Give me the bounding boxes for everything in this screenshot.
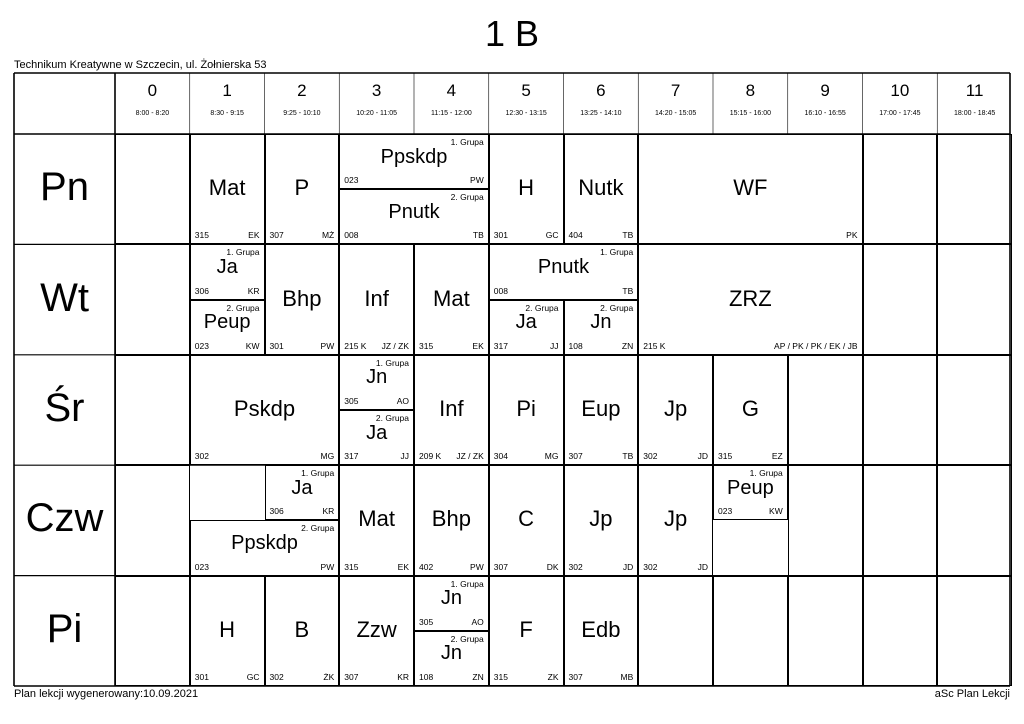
lesson-cell[interactable] xyxy=(414,465,489,575)
lesson-cell[interactable] xyxy=(265,134,340,244)
period-time: 17:00 - 17:45 xyxy=(879,110,921,117)
lesson-group: 2. Grupa xyxy=(226,302,260,313)
lesson-subject: Peup xyxy=(727,476,774,499)
lesson-subject: Zzw xyxy=(356,616,397,642)
lesson-cell[interactable] xyxy=(638,465,713,575)
day-label xyxy=(14,576,115,686)
lesson-subject: WF xyxy=(733,175,768,201)
period-number: 0 xyxy=(147,81,158,100)
lesson-subject: Bhp xyxy=(282,285,322,311)
lesson-subject: Pskdp xyxy=(233,395,296,421)
lesson-room: 315 xyxy=(344,561,359,572)
lesson-teacher: JD xyxy=(697,561,708,572)
lesson-group: 2. Grupa xyxy=(375,413,409,423)
lesson-cell[interactable] xyxy=(190,520,340,575)
lesson-subject: Jp xyxy=(664,506,688,532)
lesson-room: 301 xyxy=(493,230,508,241)
lesson-room: 305 xyxy=(344,395,359,406)
day-label xyxy=(14,355,115,465)
lesson-room: 306 xyxy=(269,506,284,517)
lesson-subject: Inf xyxy=(364,285,389,311)
lesson-room: 301 xyxy=(194,671,209,682)
lesson-room: 108 xyxy=(568,340,583,351)
period-time: 14:20 - 15:05 xyxy=(654,110,697,117)
lesson-cell[interactable] xyxy=(339,189,489,244)
lesson-subject: F xyxy=(519,616,533,642)
lesson-group: 1. Grupa xyxy=(450,137,484,147)
period-number: 3 xyxy=(371,81,382,100)
period-header[interactable] xyxy=(489,73,564,134)
period-number: 8 xyxy=(745,81,756,100)
lesson-teacher: KR xyxy=(322,506,335,517)
lesson-room: 302 xyxy=(194,451,209,462)
app-credit: aSc Plan Lekcji xyxy=(934,688,1010,700)
period-time: 18:00 - 18:45 xyxy=(953,110,996,117)
lesson-subject: Ja xyxy=(366,421,388,444)
lesson-cell[interactable] xyxy=(339,244,414,354)
lesson-cell[interactable] xyxy=(265,465,340,520)
period-header[interactable] xyxy=(265,73,340,134)
lesson-room: 404 xyxy=(568,230,583,241)
empty-slot xyxy=(863,465,938,575)
lesson-subject: Mat xyxy=(208,175,246,201)
lesson-room: 008 xyxy=(344,230,359,241)
lesson-cell[interactable] xyxy=(564,300,639,355)
lesson-subject: C xyxy=(518,506,535,532)
empty-slot xyxy=(788,465,863,575)
day-name: Wt xyxy=(40,275,89,320)
lesson-group: 2. Grupa xyxy=(525,302,559,313)
lesson-teacher: KR xyxy=(397,671,409,682)
day-name: Pn xyxy=(40,165,89,210)
lesson-subject: Ja xyxy=(216,255,238,278)
period-header[interactable] xyxy=(339,73,414,134)
lesson-teacher: JJ xyxy=(550,340,559,351)
lesson-subject: B xyxy=(294,616,310,642)
lesson-cell[interactable] xyxy=(638,134,862,244)
day-name: Czw xyxy=(25,496,104,541)
lesson-cell[interactable] xyxy=(638,355,713,465)
period-number: 2 xyxy=(297,81,307,100)
lesson-room: 315 xyxy=(419,340,434,351)
empty-slot xyxy=(788,576,863,686)
empty-slot xyxy=(863,134,938,244)
lesson-teacher: EK xyxy=(472,340,484,351)
lesson-room: 402 xyxy=(419,561,434,572)
lesson-room: 307 xyxy=(568,451,583,462)
lesson-room: 209 K xyxy=(419,451,442,462)
lesson-teacher: GC xyxy=(246,671,260,682)
period-time: 8:00 - 8:20 xyxy=(135,110,170,117)
lesson-cell[interactable] xyxy=(190,355,340,465)
period-number: 10 xyxy=(890,81,910,100)
lesson-teacher: TB xyxy=(622,285,634,296)
lesson-room: 302 xyxy=(643,561,658,572)
empty-slot xyxy=(713,576,788,686)
lesson-group: 2. Grupa xyxy=(450,633,484,644)
lesson-subject: H xyxy=(518,175,535,201)
lesson-teacher: PW xyxy=(470,561,484,572)
period-header[interactable] xyxy=(115,73,190,134)
day-name: Śr xyxy=(44,385,85,430)
lesson-cell[interactable] xyxy=(339,465,414,575)
lesson-subject: Pnutk xyxy=(537,255,590,278)
lesson-cell[interactable] xyxy=(190,244,265,299)
empty-slot xyxy=(638,576,713,686)
lesson-subject: Ja xyxy=(291,476,313,499)
period-number: 4 xyxy=(446,81,457,100)
day-label xyxy=(14,244,115,354)
lesson-teacher: AP / PK / PK / EK / JB xyxy=(774,340,858,351)
lesson-teacher: ZK xyxy=(547,671,559,682)
period-header[interactable] xyxy=(414,73,489,134)
period-time: 12:30 - 13:15 xyxy=(505,110,547,117)
lesson-group: 1. Grupa xyxy=(226,247,260,258)
lesson-teacher: JZ / ZK xyxy=(381,340,409,351)
lesson-teacher: MG xyxy=(320,451,335,462)
lesson-room: 307 xyxy=(344,671,359,682)
period-header[interactable] xyxy=(863,73,938,134)
period-header[interactable] xyxy=(937,73,1012,134)
lesson-subject: Ppskdp xyxy=(380,145,448,168)
lesson-room: 315 xyxy=(718,451,733,462)
lesson-room: 023 xyxy=(194,561,209,572)
period-number: 5 xyxy=(521,81,531,100)
lesson-teacher: PK xyxy=(846,230,858,241)
lesson-room: 317 xyxy=(344,451,359,462)
lesson-subject: Peup xyxy=(203,311,251,334)
lesson-cell[interactable] xyxy=(489,134,564,244)
lesson-cell[interactable] xyxy=(414,631,489,686)
lesson-teacher: ZN xyxy=(472,671,484,682)
page-title: 1 B xyxy=(484,13,540,54)
lesson-teacher: MG xyxy=(544,451,559,462)
lesson-room: 008 xyxy=(493,285,508,296)
empty-slot xyxy=(115,576,190,686)
period-time: 15:15 - 16:00 xyxy=(729,110,771,117)
period-number: 1 xyxy=(222,81,232,100)
lesson-teacher: EK xyxy=(248,230,260,241)
period-header[interactable] xyxy=(564,73,639,134)
lesson-subject: Mat xyxy=(358,506,395,532)
lesson-cell[interactable] xyxy=(265,244,340,354)
lesson-subject: Pi xyxy=(516,395,536,421)
period-number: 9 xyxy=(820,81,830,100)
lesson-room: 315 xyxy=(194,230,209,241)
lesson-cell[interactable] xyxy=(564,355,639,465)
lesson-room: 304 xyxy=(493,451,508,462)
lesson-room: 215 K xyxy=(344,340,367,351)
lesson-subject: Mat xyxy=(433,285,470,311)
lesson-teacher: PW xyxy=(320,340,335,351)
lesson-subject: Jn xyxy=(590,311,612,334)
empty-slot xyxy=(863,355,938,465)
empty-slot xyxy=(937,355,1012,465)
lesson-subject: Nutk xyxy=(578,175,624,201)
lesson-subject: Jn xyxy=(440,587,462,610)
lesson-teacher: GC xyxy=(545,230,559,241)
empty-slot xyxy=(115,244,190,354)
lesson-teacher: ZN xyxy=(621,340,634,351)
lesson-room: 307 xyxy=(493,561,508,572)
lesson-room: 108 xyxy=(419,671,434,682)
lesson-subject: Edb xyxy=(581,616,621,642)
lesson-group: 1. Grupa xyxy=(301,468,335,479)
lesson-cell[interactable] xyxy=(339,134,489,189)
period-header[interactable] xyxy=(638,73,713,134)
lesson-teacher: JD xyxy=(622,561,634,572)
lesson-cell[interactable] xyxy=(265,576,340,686)
period-header[interactable] xyxy=(190,73,265,134)
lesson-room: 306 xyxy=(194,285,209,296)
lesson-cell[interactable] xyxy=(414,355,489,465)
lesson-subject: ZRZ xyxy=(728,285,772,311)
lesson-teacher: AO xyxy=(471,616,484,627)
lesson-teacher: KW xyxy=(769,506,783,517)
lesson-teacher: TB xyxy=(472,230,484,241)
period-number: 6 xyxy=(596,81,606,100)
lesson-teacher: MŻ xyxy=(321,230,335,241)
day-label xyxy=(14,465,115,575)
lesson-cell[interactable] xyxy=(638,244,862,354)
lesson-teacher: EK xyxy=(397,561,409,572)
empty-slot xyxy=(863,576,938,686)
lesson-room: 215 K xyxy=(643,340,666,351)
lesson-teacher: KR xyxy=(247,285,260,296)
empty-slot xyxy=(937,134,1012,244)
empty-slot xyxy=(937,576,1012,686)
lesson-room: 301 xyxy=(269,340,284,351)
lesson-cell[interactable] xyxy=(190,300,265,355)
lesson-subject: Jn xyxy=(440,642,462,665)
lesson-subject: P xyxy=(294,175,310,201)
lesson-cell[interactable] xyxy=(190,134,265,244)
lesson-cell[interactable] xyxy=(489,465,564,575)
lesson-subject: Inf xyxy=(439,395,464,421)
day-name: Pi xyxy=(46,606,83,651)
lesson-room: 307 xyxy=(269,230,284,241)
lesson-room: 302 xyxy=(269,671,284,682)
lesson-subject: Ppskdp xyxy=(231,531,298,554)
period-time: 13:25 - 14:10 xyxy=(580,110,622,117)
lesson-teacher: DK xyxy=(546,561,559,572)
empty-slot xyxy=(863,244,938,354)
lesson-room: 317 xyxy=(493,340,508,351)
lesson-cell[interactable] xyxy=(713,355,788,465)
lesson-room: 307 xyxy=(568,671,583,682)
lesson-room: 315 xyxy=(493,671,508,682)
lesson-room: 302 xyxy=(568,561,583,572)
lesson-teacher: PW xyxy=(470,175,484,186)
period-time: 16:10 - 16:55 xyxy=(804,110,846,117)
lesson-cell[interactable] xyxy=(564,465,639,575)
lesson-subject: Ja xyxy=(515,311,537,334)
lesson-group: 2. Grupa xyxy=(450,192,484,203)
lesson-room: 305 xyxy=(419,616,434,627)
lesson-teacher: EZ xyxy=(771,451,783,462)
generated-date: Plan lekcji wygenerowany:10.09.2021 xyxy=(14,688,199,700)
lesson-cell[interactable] xyxy=(339,410,414,465)
lesson-cell[interactable] xyxy=(414,576,489,631)
lesson-group: 2. Grupa xyxy=(301,523,335,534)
empty-slot xyxy=(115,134,190,244)
lesson-subject: Jn xyxy=(366,366,388,389)
lesson-group: 1. Grupa xyxy=(450,578,484,589)
lesson-cell[interactable] xyxy=(414,244,489,354)
lesson-subject: Bhp xyxy=(431,506,471,532)
lesson-room: 302 xyxy=(643,451,658,462)
lesson-group: 1. Grupa xyxy=(749,468,783,479)
lesson-subject: Jp xyxy=(589,506,613,532)
period-time: 9:25 - 10:10 xyxy=(283,110,321,117)
empty-slot xyxy=(115,355,190,465)
lesson-teacher: PW xyxy=(320,561,335,572)
period-time: 10:20 - 11:05 xyxy=(356,110,397,117)
empty-slot xyxy=(788,355,863,465)
lesson-group: 1. Grupa xyxy=(600,247,634,258)
lesson-cell[interactable] xyxy=(489,576,564,686)
lesson-cell[interactable] xyxy=(190,576,265,686)
lesson-cell[interactable] xyxy=(339,355,414,410)
lesson-teacher: JD xyxy=(697,451,708,462)
lesson-group: 2. Grupa xyxy=(600,302,634,313)
lesson-teacher: TB xyxy=(622,451,634,462)
period-header[interactable] xyxy=(788,73,863,134)
lesson-teacher: AO xyxy=(396,395,409,406)
lesson-teacher: KW xyxy=(245,340,260,351)
period-number: 7 xyxy=(670,81,681,100)
period-time: 11:15 - 12:00 xyxy=(431,110,472,117)
lesson-subject: Pnutk xyxy=(388,200,440,223)
lesson-subject: Jp xyxy=(664,395,688,421)
lesson-teacher: MB xyxy=(620,671,634,682)
lesson-cell[interactable] xyxy=(339,576,414,686)
lesson-subject: Eup xyxy=(581,395,621,421)
lesson-teacher: TB xyxy=(622,230,634,241)
lesson-cell[interactable] xyxy=(564,134,639,244)
lesson-teacher: ŻK xyxy=(323,671,335,682)
lesson-teacher: JJ xyxy=(400,451,409,462)
period-time: 8:30 - 9:15 xyxy=(210,110,244,117)
lesson-cell[interactable] xyxy=(489,300,564,355)
day-label xyxy=(14,134,115,244)
lesson-cell[interactable] xyxy=(489,244,639,299)
lesson-subject: H xyxy=(219,616,236,642)
lesson-teacher: JZ / ZK xyxy=(456,451,484,462)
empty-slot xyxy=(115,465,190,575)
lesson-room: 023 xyxy=(344,175,359,186)
school-name: Technikum Kreatywne w Szczecin, ul. Żołnierska 53 xyxy=(14,59,267,71)
period-number: 11 xyxy=(965,81,984,100)
period-header[interactable] xyxy=(713,73,788,134)
lesson-room: 023 xyxy=(718,506,733,517)
lesson-cell[interactable] xyxy=(713,465,788,520)
lesson-room: 023 xyxy=(194,340,209,351)
lesson-group: 1. Grupa xyxy=(375,357,409,368)
lesson-cell[interactable] xyxy=(564,576,639,686)
empty-slot xyxy=(937,244,1012,354)
lesson-subject: G xyxy=(741,395,759,421)
empty-slot xyxy=(937,465,1012,575)
lesson-cell[interactable] xyxy=(489,355,564,465)
